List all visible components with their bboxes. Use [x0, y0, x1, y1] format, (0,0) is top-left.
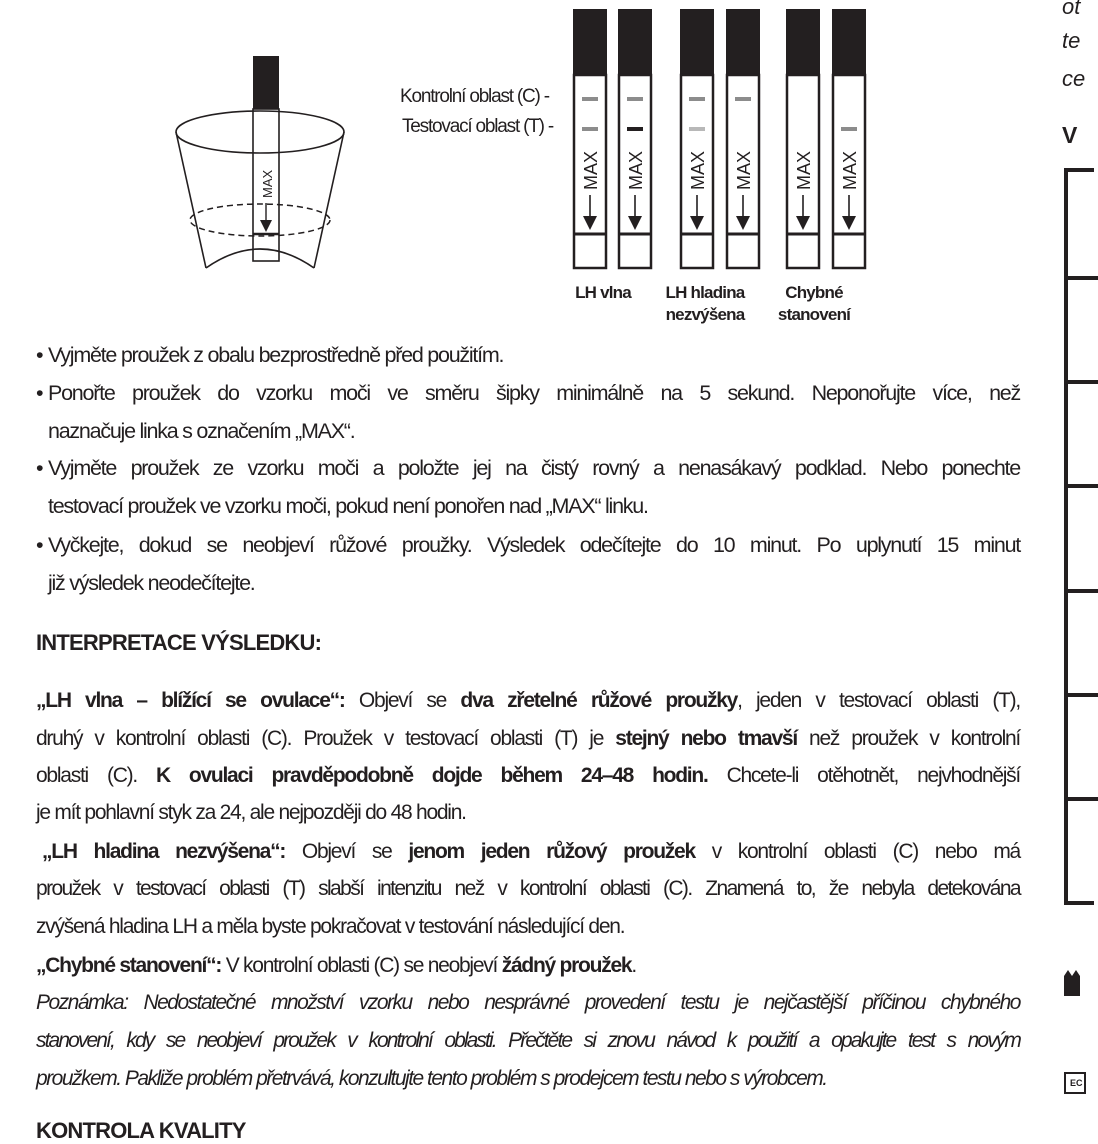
instruction-item: [36, 381, 1020, 406]
interpretation-heading: INTERPRETACE VÝSLEDKU:: [36, 630, 322, 655]
manufacturer-icon: [1064, 968, 1080, 996]
text: Objeví se: [285, 840, 409, 863]
bullet-icon: •: [36, 343, 43, 367]
cup-bottom: [206, 249, 314, 268]
strip-3-1-cap: [786, 9, 820, 75]
strip-2-2-arrow-head: [736, 216, 750, 230]
instruction-item: [36, 533, 1020, 558]
cup-immersion-illustration: [160, 40, 360, 280]
strip-2-2-max-label: MAX: [734, 150, 754, 190]
note-line: proužkem. Pakliže problém přetrvává, konzultujte tento problém s prodejcem testu nebo s výrobcem.: [36, 1067, 827, 1090]
emphasis: dva zřetelné růžové proužky: [460, 689, 738, 712]
paragraph-line: [42, 840, 1020, 864]
paragraph-line: proužek v testovací oblasti (T) slabší intenzitu než v kontrolní oblasti (C). Znamená to, že nebyla detekována: [36, 877, 1020, 900]
table-row-divider: [1068, 276, 1098, 280]
strip-3-2-max-label: MAX: [840, 150, 860, 190]
fragment-heading: V: [1062, 122, 1078, 148]
instruction-item: [36, 456, 1020, 481]
strip-1-2-arrow-head: [628, 216, 642, 230]
instruction-text: Vyjměte proužek z obalu bezprostředně před použitím.: [48, 343, 504, 367]
fragment-text: ot: [1062, 0, 1081, 19]
fragment-text: te: [1062, 28, 1081, 53]
bullet-icon: •: [36, 456, 43, 480]
term-lh-not-elevated: „LH hladina nezvýšena“:: [42, 840, 286, 863]
table-row-divider: [1068, 797, 1098, 801]
group-label-line1: LH vlna: [575, 283, 631, 302]
strip-1-2-test-line: [627, 127, 643, 131]
cup-side-right: [314, 132, 344, 268]
strip-cap: [253, 56, 279, 109]
strip-2-2-control-line: [735, 97, 751, 101]
quality-control-heading: KONTROLA KVALITY: [36, 1118, 246, 1143]
group-label-line2: nezvýšena: [665, 305, 745, 324]
text: Objeví se: [344, 689, 461, 712]
strip-1-1-arrow-head: [583, 216, 597, 230]
text: než proužek v kontrolní: [796, 727, 1021, 750]
cup-side-left: [176, 132, 206, 268]
emphasis: stejný nebo tmavší: [615, 727, 797, 750]
table-row-divider: [1068, 484, 1098, 488]
paragraph-line: zvýšená hladina LH a měla byste pokračovat v testování následující den.: [36, 915, 625, 938]
instruction-item-continued: testovací proužek ve vzorku moči, pokud není ponořen nad „MAX“ linku.: [48, 494, 648, 518]
strip-1-2-max-label: MAX: [626, 150, 646, 190]
instruction-text: Vyjměte proužek ze vzorku moči a položte jej na čistý rovný a nenasákavý podklad. Nebo ponechte: [48, 456, 1020, 480]
emphasis: K ovulaci pravděpodobně dojde během 24–48 hodin.: [155, 764, 708, 787]
strip-1-1-max-label: MAX: [581, 150, 601, 190]
emphasis: žádný proužek: [501, 954, 632, 977]
note-line: Poznámka: Nedostatečné množství vzorku nebo nesprávné provedení testu je nejčastější příčinou chybného: [36, 991, 1020, 1014]
strip-max-label: MAX: [260, 169, 275, 198]
term-lh-surge: „LH vlna – blížící se ovulace“:: [36, 689, 345, 712]
result-strips-figure: [390, 0, 890, 335]
paragraph-line: je mít pohlavní styk za 24, ale nejpozději do 48 hodin.: [36, 801, 466, 824]
group-label-line1: LH hladina: [665, 283, 745, 302]
test-region-label: Testovací oblast (T) -: [402, 116, 553, 137]
strip-arrow-head: [260, 220, 272, 232]
symbols-table: [1064, 168, 1094, 905]
text: , jeden v testovací oblasti (T),: [737, 689, 1020, 712]
control-region-label: Kontrolní oblast (C) -: [400, 86, 549, 107]
strip-2-1-control-line: [689, 97, 705, 101]
strip-1-2-cap: [618, 9, 652, 75]
group-label-lh-surge: [548, 282, 658, 304]
group-label-line1: Chybné: [785, 283, 843, 302]
cup-rim: [176, 111, 344, 153]
strip-2-1-cap: [680, 9, 714, 75]
text: .: [631, 954, 636, 977]
instruction-item-continued: naznačuje linka s označením „MAX“.: [48, 419, 355, 443]
emphasis: jenom jeden růžový proužek: [408, 840, 695, 863]
text: V kontrolní oblasti (C) se neobjeví: [221, 954, 502, 977]
instruction-item-continued: již výsledek neodečítejte.: [48, 571, 255, 595]
paragraph-line: [36, 954, 1020, 978]
strips-drawing: [390, 0, 890, 280]
bullet-icon: •: [36, 533, 43, 557]
table-row-divider: [1068, 380, 1098, 384]
strip-3-1-max-label: MAX: [794, 150, 814, 190]
strip-3-2-cap: [832, 9, 866, 75]
strip-3-2-test-line: [841, 127, 857, 131]
note-line: stanovení, kdy se neobjeví proužek v kontrolní oblasti. Přečtěte si znovu návod k použití a opakujte test s novým: [36, 1029, 1020, 1052]
bullet-icon: •: [36, 381, 43, 405]
paragraph-line: [36, 764, 1020, 788]
table-row-divider: [1068, 693, 1098, 697]
strip-3-1-arrow-head: [796, 216, 810, 230]
strip-1-1-test-line: [582, 127, 598, 131]
strip-1-1-cap: [573, 9, 607, 75]
table-row-divider: [1068, 589, 1098, 593]
strip-1-2-control-line: [627, 97, 643, 101]
strip-3-2-arrow-head: [842, 216, 856, 230]
text: Chcete-li otěhotnět, nejvhodnější: [707, 764, 1021, 787]
paragraph-line: [36, 689, 1020, 713]
instruction-text: Ponořte proužek do vzorku moči ve směru šipky minimálně na 5 sekund. Neponořujte více, než: [48, 381, 1020, 405]
text: oblasti (C).: [36, 764, 156, 787]
paragraph-line: [36, 727, 1020, 751]
strip-1-1-control-line: [582, 97, 598, 101]
instruction-item: [36, 343, 503, 368]
strip-2-1-arrow-head: [690, 216, 704, 230]
group-label-invalid: [759, 282, 869, 326]
strip-2-1-max-label: MAX: [688, 150, 708, 190]
term-invalid: „Chybné stanovení“:: [36, 954, 222, 977]
text: v kontrolní oblasti (C) nebo má: [694, 840, 1020, 863]
fragment-text: ce: [1062, 66, 1086, 91]
text: druhý v kontrolní oblasti (C). Proužek v testovací oblasti (T) je: [36, 727, 616, 750]
strip-2-1-test-line: [689, 127, 705, 131]
group-label-lh-not-elevated: [650, 282, 760, 326]
ec-rep-icon: EC: [1064, 1072, 1086, 1094]
strip-2-2-cap: [726, 9, 760, 75]
group-label-line2: stanovení: [777, 305, 851, 324]
instruction-text: Vyčkejte, dokud se neobjeví růžové proužky. Výsledek odečítejte do 10 minut. Po uplynutí 15 minut: [48, 533, 1020, 557]
